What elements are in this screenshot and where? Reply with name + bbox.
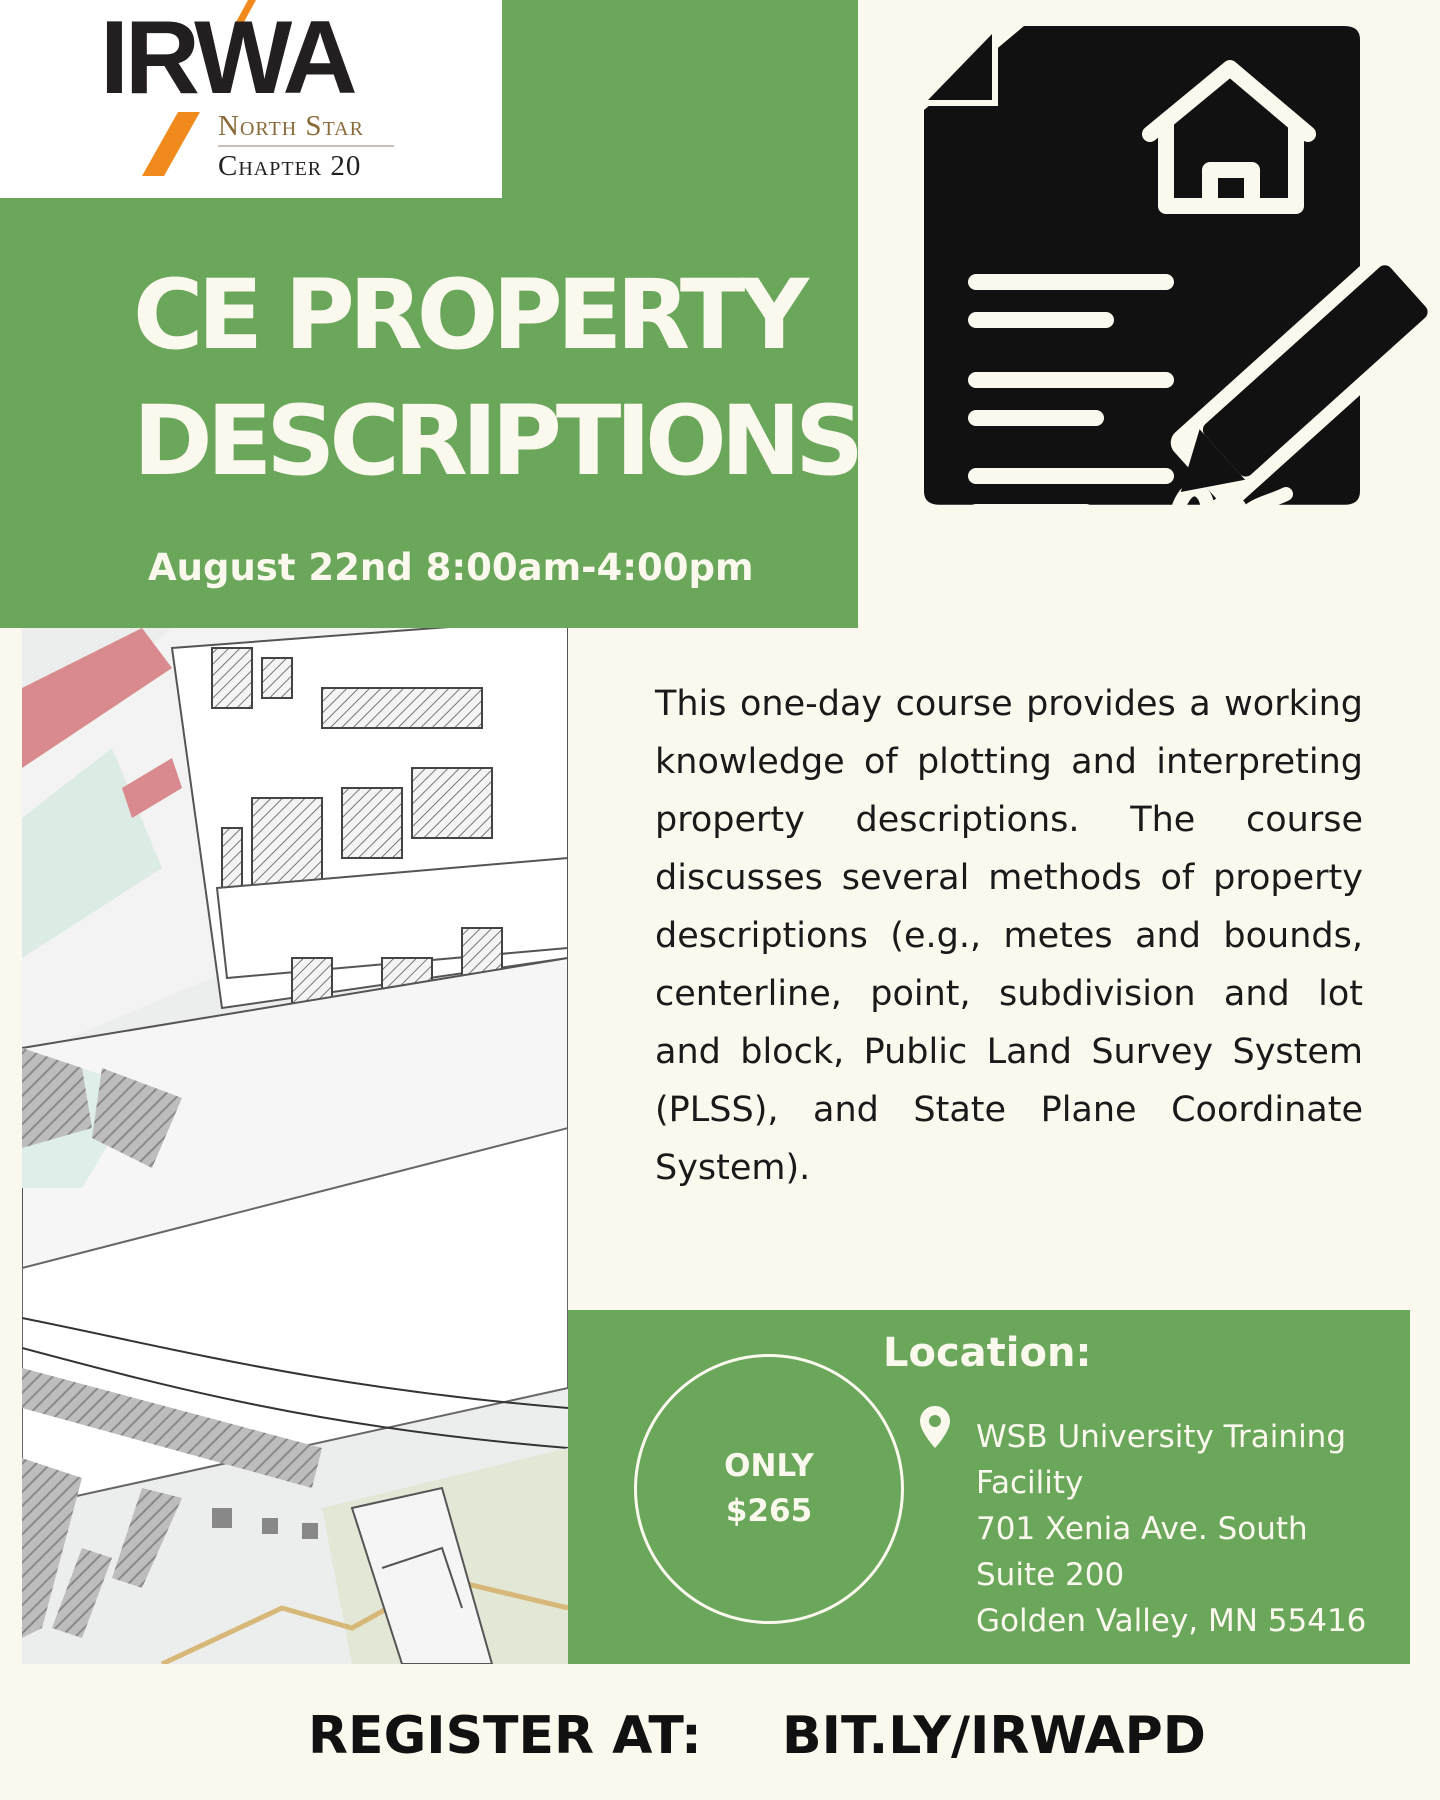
title-line-2: DESCRIPTIONS bbox=[133, 385, 859, 497]
plat-map-image bbox=[22, 628, 568, 1664]
course-description: This one-day course provides a working knowledge of plotting and interpreting property descriptions. The course discusses several methods of property descriptions (e.g., metes and bounds, centerline, point, subdivision and lot and block, Public Land Survey System (PLSS), and State Plane Coordinate System). bbox=[655, 684, 1363, 1188]
register-link[interactable]: BIT.LY/IRWAPD bbox=[782, 1706, 1206, 1766]
logo-line-north-star: North Star bbox=[218, 110, 364, 142]
title-line-1: CE PROPERTY bbox=[133, 259, 803, 371]
location-pin-icon bbox=[920, 1406, 950, 1448]
address-line: Golden Valley, MN 55416 bbox=[976, 1603, 1367, 1639]
price-label: ONLY bbox=[724, 1448, 814, 1484]
location-address bbox=[976, 1414, 1366, 1644]
address-line: Facility bbox=[976, 1465, 1084, 1501]
logo-wordmark: IRWA bbox=[100, 0, 354, 116]
location-panel bbox=[568, 1310, 1410, 1664]
price-amount: $265 bbox=[725, 1493, 813, 1529]
page-title bbox=[133, 252, 858, 504]
house-document-signature-icon bbox=[916, 24, 1440, 584]
irwa-logo[interactable] bbox=[0, 0, 502, 198]
map-drawing bbox=[22, 628, 568, 1664]
address-line: WSB University Training bbox=[976, 1419, 1347, 1455]
address-line: 701 Xenia Ave. South bbox=[976, 1511, 1308, 1547]
price-badge bbox=[634, 1354, 904, 1624]
logo-line-chapter: Chapter 20 bbox=[218, 150, 362, 182]
address-line: Suite 200 bbox=[976, 1557, 1125, 1593]
register-label: REGISTER AT: bbox=[308, 1706, 702, 1766]
event-date: August 22nd 8:00am-4:00pm bbox=[148, 546, 754, 589]
green-header-band-upper bbox=[502, 0, 858, 198]
logo-divider bbox=[218, 145, 394, 147]
location-title: Location: bbox=[883, 1330, 1092, 1376]
